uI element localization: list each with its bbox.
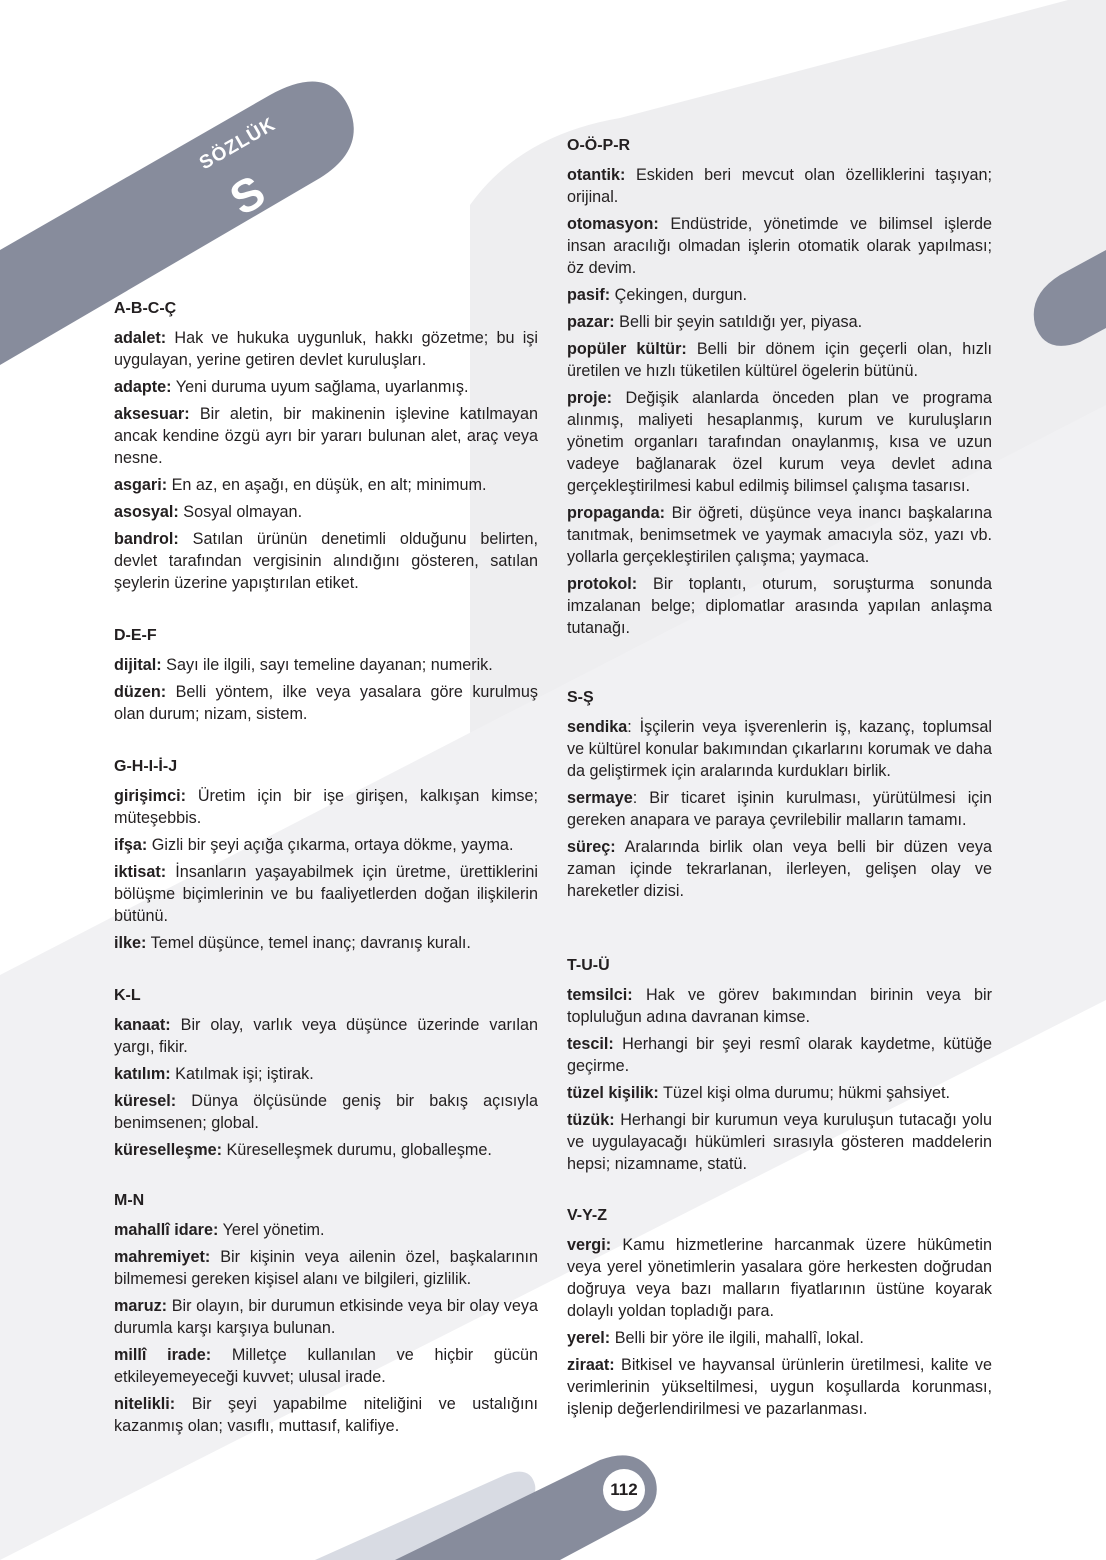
entry-term: sendika <box>567 718 628 736</box>
section-heading: T-U-Ü <box>567 957 610 974</box>
dictionary-entry <box>567 1109 992 1175</box>
dictionary-entry <box>114 528 538 594</box>
dictionary-entry <box>567 164 992 208</box>
dictionary-entry <box>567 338 992 382</box>
dictionary-section <box>567 1205 992 1425</box>
entry-term: vergi: <box>567 1236 612 1254</box>
entry-definition: Bir olayın, bir durumun etkisinde veya bir olay veya durumla karşı karşıya bulunan. <box>114 1297 538 1337</box>
section-heading: K-L <box>114 987 141 1004</box>
entry-term: tüzük: <box>567 1111 615 1129</box>
entry-term: küresel: <box>114 1092 177 1110</box>
entry-term: proje: <box>567 389 612 407</box>
dictionary-entry <box>114 1090 538 1134</box>
entry-term: kanaat: <box>114 1016 171 1034</box>
entry-definition: Küreselleşmek durumu, globalleşme. <box>222 1141 492 1159</box>
entry-term: aksesuar: <box>114 405 190 423</box>
section-heading: O-Ö-P-R <box>567 137 631 154</box>
dictionary-entry <box>567 984 992 1028</box>
entry-term: ifşa: <box>114 836 148 854</box>
dictionary-entry <box>567 1082 992 1104</box>
entry-definition: Bir toplantı, oturum, soruşturma sonunda imzalanan belge; diplomatlar arasında yapılan anlaşma tutanağı. <box>567 575 992 637</box>
dictionary-entry <box>114 654 538 676</box>
entry-term: popüler kültür: <box>567 340 687 358</box>
dictionary-entry <box>114 376 538 398</box>
entry-definition: Kamu hizmetlerine harcanmak üzere hükûmetin veya yerel yönetimlerin yasalara göre herkesten doğrudan doğruya veya bazı malların fiyatlarının üstüne koyarak dolaylı yoldan topladığı para. <box>567 1236 992 1320</box>
entry-term: pazar: <box>567 313 615 331</box>
entry-term: sermaye <box>567 789 633 807</box>
entry-definition: Yeni duruma uyum sağlama, uyarlanmış. <box>171 378 469 396</box>
section-heading: S-Ş <box>567 689 594 706</box>
entry-definition: Temel düşünce, temel inanç; davranış kuralı. <box>146 934 471 952</box>
dictionary-entry <box>114 327 538 371</box>
entry-term: asgari: <box>114 476 168 494</box>
entry-definition: Katılmak işi; iştirak. <box>170 1065 314 1083</box>
entry-definition: Değişik alanlarda önceden plan ve programa alınmış, maliyeti hesaplanmış, kurum ve kuruluşların yönetim organları tarafından onaylanmış, kısa ve uzun vadeye bağlanarak özel kurum veya devlet adına gerçekleştirilmesi kabul edilmiş bilimsel çalışma tasarısı. <box>567 389 992 495</box>
entry-term: süreç: <box>567 838 616 856</box>
entry-definition: Belli yöntem, ilke veya yasalara göre kurulmuş olan durum; nizam, sistem. <box>114 683 538 723</box>
entry-term: mahremiyet: <box>114 1248 211 1266</box>
entry-term: dijital: <box>114 656 162 674</box>
entry-definition: Bir aletin, bir makinenin işlevine katılmayan ancak kendine özgü ayrı bir yararı bulunan alet, araç veya nesne. <box>114 405 538 467</box>
header-title: SÖZLÜK <box>196 113 280 175</box>
entry-term: iktisat: <box>114 863 167 881</box>
entry-definition: Sosyal olmayan. <box>178 503 303 521</box>
entry-definition: Çekingen, durgun. <box>610 286 747 304</box>
entry-definition: Hak ve görev bakımından birinin veya bir topluluğun adına davranan kimse. <box>567 986 992 1026</box>
section-heading: G-H-I-İ-J <box>114 758 178 775</box>
dictionary-section <box>567 135 992 644</box>
entry-term: adapte: <box>114 378 172 396</box>
dictionary-entry <box>114 785 538 829</box>
page-number: 112 <box>603 1469 645 1511</box>
entry-term: nitelikli: <box>114 1395 176 1413</box>
entry-definition: Satılan ürünün denetimli olduğunu belirten, devlet tarafından vergisinin alındığını gösteren, satılan şeylerin üzerine yapıştırılan etiket. <box>114 530 538 592</box>
dictionary-entry <box>114 1063 538 1085</box>
entry-term: millî irade: <box>114 1346 212 1364</box>
dictionary-entry <box>567 1354 992 1420</box>
entry-term: tescil: <box>567 1035 614 1053</box>
entry-definition: Bir öğreti, düşünce veya inancı başkalarına tanıtmak, benimsetmek ve yaymak amacıyla söz, yazı vb. yollarla gerçekleştirilen çalışma; yaymaca. <box>567 504 992 566</box>
dictionary-section <box>114 1190 538 1442</box>
dictionary-entry <box>114 1295 538 1339</box>
dictionary-entry <box>567 1033 992 1077</box>
entry-definition: Sayı ile ilgili, sayı temeline dayanan; numerik. <box>161 656 493 674</box>
section-heading: D-E-F <box>114 627 157 644</box>
entry-term: protokol: <box>567 575 638 593</box>
dictionary-entry <box>114 1344 538 1388</box>
entry-term: katılım: <box>114 1065 171 1083</box>
dictionary-entry <box>567 836 992 902</box>
dictionary-entry <box>114 1014 538 1058</box>
dictionary-section <box>114 298 538 599</box>
dictionary-entry <box>567 1327 992 1349</box>
entry-definition: İnsanların yaşayabilmek için üretme, ürettiklerini bölüşme biçimlerinin ve bu faaliyetlerden doğan ilişkilerin bütünü. <box>114 863 538 925</box>
entry-definition: Bitkisel ve hayvansal ürünlerin üretilmesi, kalite ve verimlerinin yükseltilmesi, uygun koşullarda korunması, işlenip değerlendirilmesi ve pazarlanması. <box>567 1356 992 1418</box>
dictionary-entry <box>114 861 538 927</box>
entry-term: düzen: <box>114 683 167 701</box>
entry-definition: Gizli bir şeyi açığa çıkarma, ortaya dökme, yayma. <box>147 836 514 854</box>
dictionary-section <box>114 756 538 959</box>
dictionary-section <box>114 625 538 730</box>
dictionary-entry <box>114 403 538 469</box>
entry-definition: Belli bir dönem için geçerli olan, hızlı üretilen ve hızlı tüketilen kültürel ögelerin bütünü. <box>567 340 992 380</box>
dictionary-entry <box>567 1234 992 1322</box>
entry-definition: Herhangi bir kurumun veya kuruluşun tutacağı yolu ve uygulayacağı hükümleri sırasıyla gösteren maddelerin hepsi; nizamname, statü. <box>567 1111 992 1173</box>
entry-term: temsilci: <box>567 986 633 1004</box>
dictionary-entry <box>567 787 992 831</box>
dictionary-entry <box>114 1246 538 1290</box>
dictionary-entry <box>114 1393 538 1437</box>
dictionary-entry <box>567 387 992 497</box>
entry-definition: Yerel yönetim. <box>218 1221 325 1239</box>
entry-term: bandrol: <box>114 530 179 548</box>
entry-definition: Belli bir şeyin satıldığı yer, piyasa. <box>614 313 863 331</box>
dictionary-section <box>567 687 992 907</box>
dictionary-entry <box>114 1219 538 1241</box>
entry-definition: Bir olay, varlık veya düşünce üzerinde varılan yargı, fikir. <box>114 1016 538 1056</box>
dictionary-entry <box>567 573 992 639</box>
dictionary-entry <box>114 1139 538 1161</box>
entry-term: yerel: <box>567 1329 611 1347</box>
entry-definition: : Bir ticaret işinin kurulması, yürütülmesi için gereken anapara ve paraya çevrilebilir malların tamamı. <box>567 789 992 829</box>
dictionary-section <box>567 955 992 1180</box>
dictionary-entry <box>114 474 538 496</box>
entry-definition: Milletçe kullanılan ve hiçbir gücün etkileyemeyeceği kuvvet; ulusal irade. <box>114 1346 538 1386</box>
entry-definition: : İşçilerin veya işverenlerin iş, kazanç, toplumsal ve kültürel konular bakımından çıkarlarını korumak ve daha da geliştirmek için aralarında kurdukları birlik. <box>567 718 992 780</box>
dictionary-entry <box>114 932 538 954</box>
section-heading: M-N <box>114 1192 145 1209</box>
entry-definition: Herhangi bir şeyi resmî olarak kaydetme, kütüğe geçirme. <box>567 1035 992 1075</box>
dictionary-entry <box>567 311 992 333</box>
entry-term: maruz: <box>114 1297 168 1315</box>
entry-term: mahallî idare: <box>114 1221 219 1239</box>
entry-term: asosyal: <box>114 503 179 521</box>
dictionary-entry <box>567 502 992 568</box>
entry-definition: Endüstride, yönetimde ve bilimsel işlerde insan aracılığı olmadan işlerin otomatik olarak yapılması; öz devim. <box>567 215 992 277</box>
entry-term: küreselleşme: <box>114 1141 222 1159</box>
entry-definition: Aralarında birlik olan veya belli bir düzen veya zaman içinde tekrarlanan, ilerleyen, gelişen olay ve hareketler dizisi. <box>567 838 992 900</box>
dictionary-section <box>114 985 538 1166</box>
entry-definition: Bir kişinin veya ailenin özel, başkalarının bilmemesi gereken kişisel alanı ve bilgileri, gizlilik. <box>114 1248 538 1288</box>
entry-definition: Eskiden beri mevcut olan özelliklerini taşıyan; orijinal. <box>567 166 992 206</box>
entry-definition: Hak ve hukuka uygunluk, hakkı gözetme; bu işi uygulayan, yerine getiren devlet kuruluşları. <box>114 329 538 369</box>
entry-term: propaganda: <box>567 504 666 522</box>
dictionary-entry <box>114 501 538 523</box>
entry-definition: Tüzel kişi olma durumu; hükmi şahsiyet. <box>658 1084 950 1102</box>
entry-definition: En az, en aşağı, en düşük, en alt; minimum. <box>167 476 487 494</box>
section-heading: V-Y-Z <box>567 1207 608 1224</box>
entry-term: ziraat: <box>567 1356 615 1374</box>
entry-definition: Belli bir yöre ile ilgili, mahallî, lokal. <box>610 1329 864 1347</box>
dictionary-entry <box>114 834 538 856</box>
entry-definition: Dünya ölçüsünde geniş bir bakış açısıyla benimsenen; global. <box>114 1092 538 1132</box>
entry-term: pasif: <box>567 286 611 304</box>
section-heading: A-B-C-Ç <box>114 300 177 317</box>
entry-term: girişimci: <box>114 787 186 805</box>
entry-term: tüzel kişilik: <box>567 1084 659 1102</box>
entry-definition: Bir şeyi yapabilme niteliğini ve ustalığını kazanmış olan; vasıflı, muttasıf, kalifiye. <box>114 1395 538 1435</box>
dictionary-entry <box>567 716 992 782</box>
entry-term: otomasyon: <box>567 215 659 233</box>
entry-definition: Üretim için bir işe girişen, kalkışan kimse; müteşebbis. <box>114 787 538 827</box>
header-letter-icon: S <box>221 164 274 226</box>
dictionary-entry <box>567 284 992 306</box>
dictionary-entry <box>114 681 538 725</box>
entry-term: otantik: <box>567 166 626 184</box>
entry-term: ilke: <box>114 934 147 952</box>
dictionary-entry <box>567 213 992 279</box>
entry-term: adalet: <box>114 329 167 347</box>
